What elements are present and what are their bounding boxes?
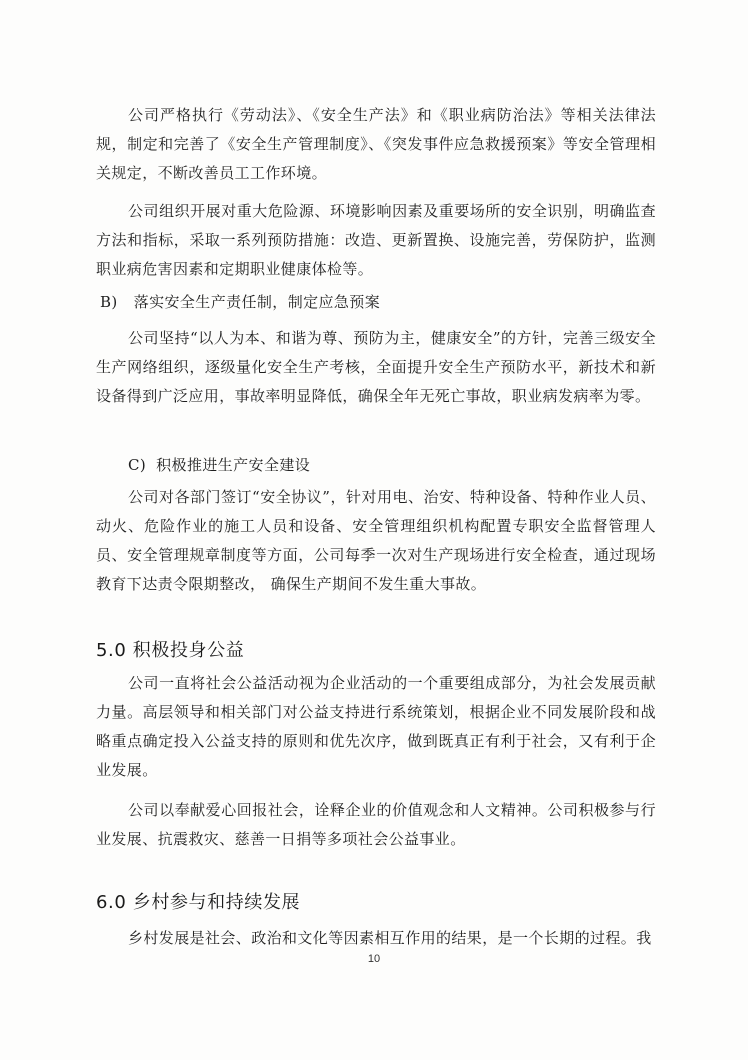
section-heading-6: 6.0 乡村参与和持续发展 [96, 892, 301, 913]
subheading-c-marker: C) [128, 456, 147, 474]
subheading-c-title: 积极推进生产安全建设 [156, 456, 311, 474]
paragraph-safety-agreement: 公司对各部门签订“安全协议”，针对用电、治安、特种设备、特种作业人员、动火、危险作业的施工人员和设备、安全管理组织机构配置专职安全监督管理人员、安全管理规章制度等方面，公司每季一次对生产现场进行安全检查，通过现场教育下达责令限期整改， 确保生产期间不发生重大事故。 [96, 488, 656, 593]
subheading-b [100, 288, 380, 317]
paragraph-labor-law: 公司严格执行《劳动法》、《安全生产法》和《职业病防治法》等相关法律法规，制定和完善了《安全生产管理制度》、《突发事件应急救援预案》等安全管理相关规定，不断改善员工工作环境。 [96, 106, 656, 182]
paragraph-rural-development: 乡村发展是社会、政治和文化等因素相互作用的结果，是一个长期的过程。我 [128, 929, 652, 947]
paragraph-safety-identification: 公司组织开展对重大危险源、环境影响因素及重要场所的安全识别，明确监查方法和指标，采取一系列预防措施：改造、更新置换、设施完善，劳保防护，监测职业病危害因素和定期职业健康体检等。 [96, 202, 656, 278]
paragraph-safety-policy: 公司坚持“以人为本、和谐为尊、预防为主，健康安全”的方针，完善三级安全生产网络组织，逐级量化安全生产考核，全面提升安全生产预防水平，新技术和新设备得到广泛应用，事故率明显降低，确保全年无死亡事故，职业病发病率为零。 [96, 329, 656, 405]
page-number: 10 [367, 953, 381, 965]
paragraph-public-welfare: 公司一直将社会公益活动视为企业活动的一个重要组成部分，为社会发展贡献力量。高层领导和相关部门对公益支持进行系统策划，根据企业不同发展阶段和战略重点确定投入公益支持的原则和优先次序，做到既真正有利于社会，又有利于企业发展。 [96, 674, 656, 779]
subheading-b-title: 落实安全生产责任制，制定应急预案 [133, 293, 381, 311]
subheading-c [128, 451, 310, 480]
subheading-b-marker: B) [100, 293, 118, 311]
paragraph-social-responsibility: 公司以奉献爱心回报社会，诠释企业的价值观念和人文精神。公司积极参与行业发展、抗震救灾、慈善一日捐等多项社会公益事业。 [96, 801, 656, 848]
section-heading-5: 5.0 积极投身公益 [96, 640, 245, 661]
